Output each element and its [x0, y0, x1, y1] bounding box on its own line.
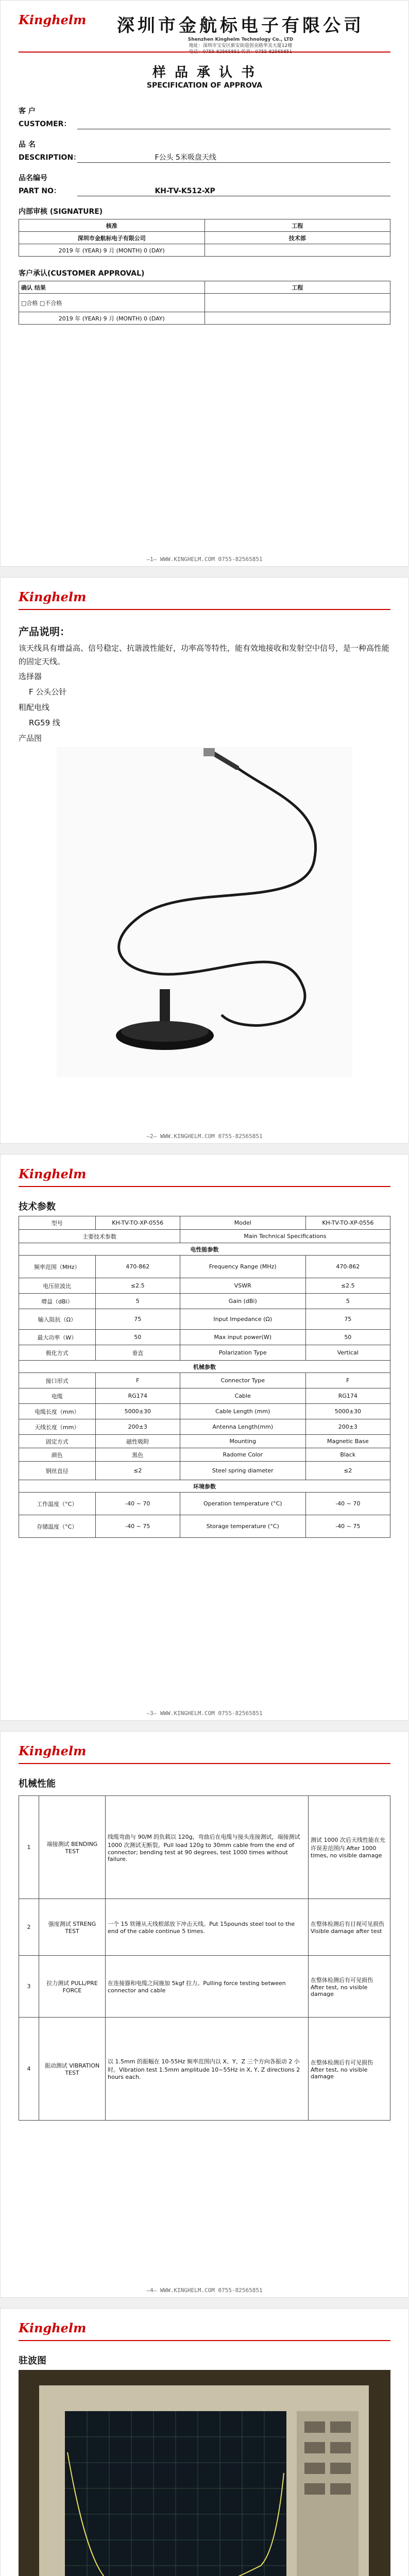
table-cell: F	[95, 1373, 180, 1388]
company-name-cn: 深圳市金航标电子有限公司	[117, 15, 364, 36]
page-footer: —3— WWW.KINGHELM.COM 0755-82565851	[146, 1710, 263, 1717]
table-cell: Storage temperature (°C)	[180, 1515, 305, 1538]
table-cell: 测试 1000 次后天线性能在允许误差范围内 After 1000 times, no visible damage	[309, 1796, 390, 1899]
customer-cn-row	[19, 106, 390, 116]
sign-header-approve: 核准	[19, 219, 205, 232]
section-title: 驻波图	[19, 2355, 46, 2366]
page-header	[19, 1165, 390, 1187]
table-cell: Radome Color	[180, 1448, 305, 1462]
page-vswr	[0, 2308, 409, 2576]
approval-label: 客户承认(CUSTOMER APPROVAL)	[19, 269, 145, 278]
company-logo: Kinghelm	[19, 2320, 87, 2335]
table-cell: ≤2	[305, 1462, 390, 1480]
table-cell: ≤2.5	[305, 1278, 390, 1294]
approval-checkboxes[interactable]: □合格 □不合格	[19, 294, 205, 312]
approval-date-empty	[204, 312, 390, 325]
table-cell: 接口形式	[19, 1373, 96, 1388]
approval-result-header: 确认 结果	[19, 281, 205, 294]
sign-header-engineering: 工程	[204, 219, 390, 232]
table-cell: VSWR	[180, 1278, 305, 1294]
elec-section-title: 电性能参数	[19, 1243, 390, 1256]
table-cell: 极化方式	[19, 1345, 96, 1361]
pname-label: 品 名	[19, 141, 36, 149]
doc-title-en: SPECIFICATION OF APPROVA	[146, 81, 263, 90]
table-cell: 一个 15 铁锤从天线根部放下冲击天线。Put 15pounds steel tool to the end of the cable continue 5 times.	[106, 1899, 309, 1956]
page-header	[19, 1742, 390, 1764]
section-title: 产品说明：	[19, 625, 70, 638]
page-cover	[0, 0, 409, 567]
signature-table	[19, 219, 390, 257]
section-title: 技术参数	[19, 1201, 56, 1212]
model-value: KH-TV-TO-XP-0556	[95, 1216, 180, 1230]
table-cell: 50	[305, 1330, 390, 1345]
table-cell: 黑色	[95, 1448, 180, 1462]
table-cell: 增益（dBi）	[19, 1294, 96, 1309]
table-cell: Magnetic Base	[305, 1435, 390, 1448]
company-contacts: 电话：0755-82565851 传真：0755-82565851	[189, 49, 293, 55]
doc-title-cn: 样 品 承 认 书	[152, 65, 257, 80]
description-label: DESCRIPTION：	[19, 154, 81, 162]
table-cell: RG174	[95, 1388, 180, 1404]
table-cell: F	[305, 1373, 390, 1388]
company-name-en: Shenzhen Kinghelm Technology Co., LTD	[188, 37, 294, 42]
approval-date: 2019 年 (YEAR) 9 月 (MONTH) 0 (DAY)	[19, 312, 205, 325]
table-cell: ≤2	[95, 1462, 180, 1480]
table-cell: 频率范围（MHz）	[19, 1256, 96, 1278]
model-label: 型号	[19, 1216, 96, 1230]
table-cell: 4	[19, 2018, 39, 2121]
table-cell: 以 1.5mm 的振幅在 10-55Hz 频率范围内以 X、Y、Z 三个方向各振动 2 小时。Vibration test 1.5mm amplitude 10~55Hz in X, Y, Z directions 2 hours each.	[106, 2018, 309, 2121]
partno-label: PART NO：	[19, 187, 61, 195]
table-cell: 电缆长度（mm）	[19, 1404, 96, 1419]
intro-paragraph: 该天线具有增益高、信号稳定、抗谐波性能好，功率高等特性，能有效地接收和发射空中信号，是一种高性能的固定天线。	[19, 643, 390, 666]
table-cell: Cable Length (mm)	[180, 1404, 305, 1419]
customer-en-label: CUSTOMER：	[19, 120, 71, 128]
table-cell: Steel spring diameter	[180, 1462, 305, 1480]
page-description	[0, 577, 409, 1144]
main-header-cn: 主要技术参数	[19, 1230, 180, 1243]
partno-cn-label: 品名编号	[19, 174, 47, 182]
table-cell: Gain (dBi)	[180, 1294, 305, 1309]
table-cell: Operation temperature (°C)	[180, 1493, 305, 1515]
table-cell: Antenna Length(mm)	[180, 1419, 305, 1435]
partno-row	[19, 185, 390, 196]
page-footer: —4— WWW.KINGHELM.COM 0755-82565851	[146, 2287, 263, 2294]
table-cell: 470-862	[95, 1256, 180, 1278]
table-cell: 5000±30	[95, 1404, 180, 1419]
page-header	[19, 588, 390, 610]
page-footer: —1— WWW.KINGHELM.COM 0755-82565851	[146, 556, 263, 563]
table-cell: 拉力测试 PULL/PRE FORCE	[39, 1956, 106, 2018]
table-cell: -40 ~ 75	[95, 1515, 180, 1538]
table-cell: 5000±30	[305, 1404, 390, 1419]
sign-date: 2019 年 (YEAR) 9 月 (MONTH) 0 (DAY)	[19, 244, 205, 257]
item-photo-label: 产品图	[19, 734, 42, 743]
table-cell: -40 ~ 70	[305, 1493, 390, 1515]
table-cell: 存储温度（°C）	[19, 1515, 96, 1538]
table-cell: -40 ~ 70	[95, 1493, 180, 1515]
table-cell: 电压驻波比	[19, 1278, 96, 1294]
main-header-en: Main Technical Specifications	[180, 1230, 390, 1243]
vswr-photo	[19, 2370, 390, 2576]
sign-company: 深圳市金航标电子有限公司	[19, 232, 205, 244]
company-logo: Kinghelm	[19, 589, 87, 604]
customer-en-row	[19, 118, 390, 129]
pname-row	[19, 139, 390, 149]
section-title: 机械性能	[19, 1778, 56, 1789]
product-photo	[57, 747, 352, 1077]
page-header	[19, 2319, 390, 2341]
partno-value: KH-TV-K512-XP	[155, 187, 215, 195]
table-cell: 在整体检测后有可见损伤 After test, no visible damage	[309, 2018, 390, 2121]
table-cell: 线缆弯曲与 90/M 的负载以 120g，弯曲后在电缆与接头连接测试，端接测试 1000 次测试无断裂。Pull load 120g to 30mm cable from the end of connector; bending test at 90 degrees, test 1000 times without failure.	[106, 1796, 309, 1899]
table-cell: Polarization Type	[180, 1345, 305, 1361]
customer-cn-label: 客 户	[19, 107, 36, 115]
sign-dept: 技术部	[204, 232, 390, 244]
sign-date-2	[204, 244, 390, 257]
table-cell: ≤2.5	[95, 1278, 180, 1294]
item-connector: F 公头公针	[29, 687, 67, 697]
table-cell: 470-862	[305, 1256, 390, 1278]
table-cell: 垂直	[95, 1345, 180, 1361]
item-cable: RG59 线	[29, 718, 60, 727]
table-cell: 钢丝直径	[19, 1462, 96, 1480]
table-cell: Cable	[180, 1388, 305, 1404]
table-cell: 3	[19, 1956, 39, 2018]
table-cell: RG174	[305, 1388, 390, 1404]
table-cell: 工作温度（°C）	[19, 1493, 96, 1515]
table-cell: Max input power(W)	[180, 1330, 305, 1345]
table-cell: Black	[305, 1448, 390, 1462]
table-cell: Input Impedance (Ω)	[180, 1309, 305, 1330]
mechanical-table	[19, 1795, 390, 2121]
partno-cn-row	[19, 173, 390, 183]
item-selector: 选择器	[19, 672, 42, 681]
table-cell: Vertical	[305, 1345, 390, 1361]
model-value-en: KH-TV-TO-XP-0556	[305, 1216, 390, 1230]
table-cell: Connector Type	[180, 1373, 305, 1388]
table-cell: 5	[95, 1294, 180, 1309]
signature-label: 内部审核 (SIGNATURE)	[19, 208, 103, 216]
table-cell: 200±3	[95, 1419, 180, 1435]
table-cell: 强度测试 STRENG TEST	[39, 1899, 106, 1956]
table-cell: 在整体检测后有目视可见损伤 Visible damage after test	[309, 1899, 390, 1956]
company-logo: Kinghelm	[19, 1166, 87, 1181]
company-address: 地址：深圳市宝安区新安街道创业路华美大厦12楼	[189, 43, 293, 48]
model-label-en: Model	[180, 1216, 305, 1230]
description-row	[19, 152, 390, 162]
table-cell: -40 ~ 75	[305, 1515, 390, 1538]
spec-table	[19, 1216, 390, 1538]
table-cell: 在整体检测后有可见损伤 After test, no visible damage	[309, 1956, 390, 2018]
divider	[19, 52, 390, 53]
table-cell: 颜色	[19, 1448, 96, 1462]
page-mechanical	[0, 1731, 409, 2298]
table-cell: 75	[305, 1309, 390, 1330]
approval-table	[19, 281, 390, 325]
table-cell: 50	[95, 1330, 180, 1345]
env-section-title: 环境参数	[19, 1480, 390, 1493]
table-cell: 端接测试 BENDING TEST	[39, 1796, 106, 1899]
page-specs	[0, 1154, 409, 1721]
company-logo: Kinghelm	[19, 1743, 87, 1758]
table-cell: 磁性吸附	[95, 1435, 180, 1448]
table-cell: 在连接器和电缆之间施加 5kgf 拉力。Pulling force testing between connector and cable	[106, 1956, 309, 2018]
table-cell: 输入阻抗（Ω）	[19, 1309, 96, 1330]
header-text	[91, 11, 390, 55]
table-cell: 1	[19, 1796, 39, 1899]
table-cell: 电缆	[19, 1388, 96, 1404]
description-value: F公头 5米吸盘天线	[155, 154, 216, 162]
page-footer: —2— WWW.KINGHELM.COM 0755-82565851	[146, 1133, 263, 1140]
company-logo: Kinghelm	[19, 12, 87, 27]
mech-section-title: 机械参数	[19, 1361, 390, 1373]
table-cell: 固定方式	[19, 1435, 96, 1448]
table-cell: 最大功率（W）	[19, 1330, 96, 1345]
table-cell: Mounting	[180, 1435, 305, 1448]
table-cell: Frequency Range (MHz)	[180, 1256, 305, 1278]
table-cell: 5	[305, 1294, 390, 1309]
table-cell: 75	[95, 1309, 180, 1330]
page-header	[19, 11, 390, 55]
item-cable-label: 粗配电线	[19, 703, 50, 712]
table-cell: 振动测试 VIBRATION TEST	[39, 2018, 106, 2121]
approval-engineering-header: 工程	[204, 281, 390, 294]
table-cell: 200±3	[305, 1419, 390, 1435]
table-cell: 天线长度（mm）	[19, 1419, 96, 1435]
table-cell: 2	[19, 1899, 39, 1956]
description-underline	[77, 162, 390, 163]
approval-empty	[204, 294, 390, 312]
